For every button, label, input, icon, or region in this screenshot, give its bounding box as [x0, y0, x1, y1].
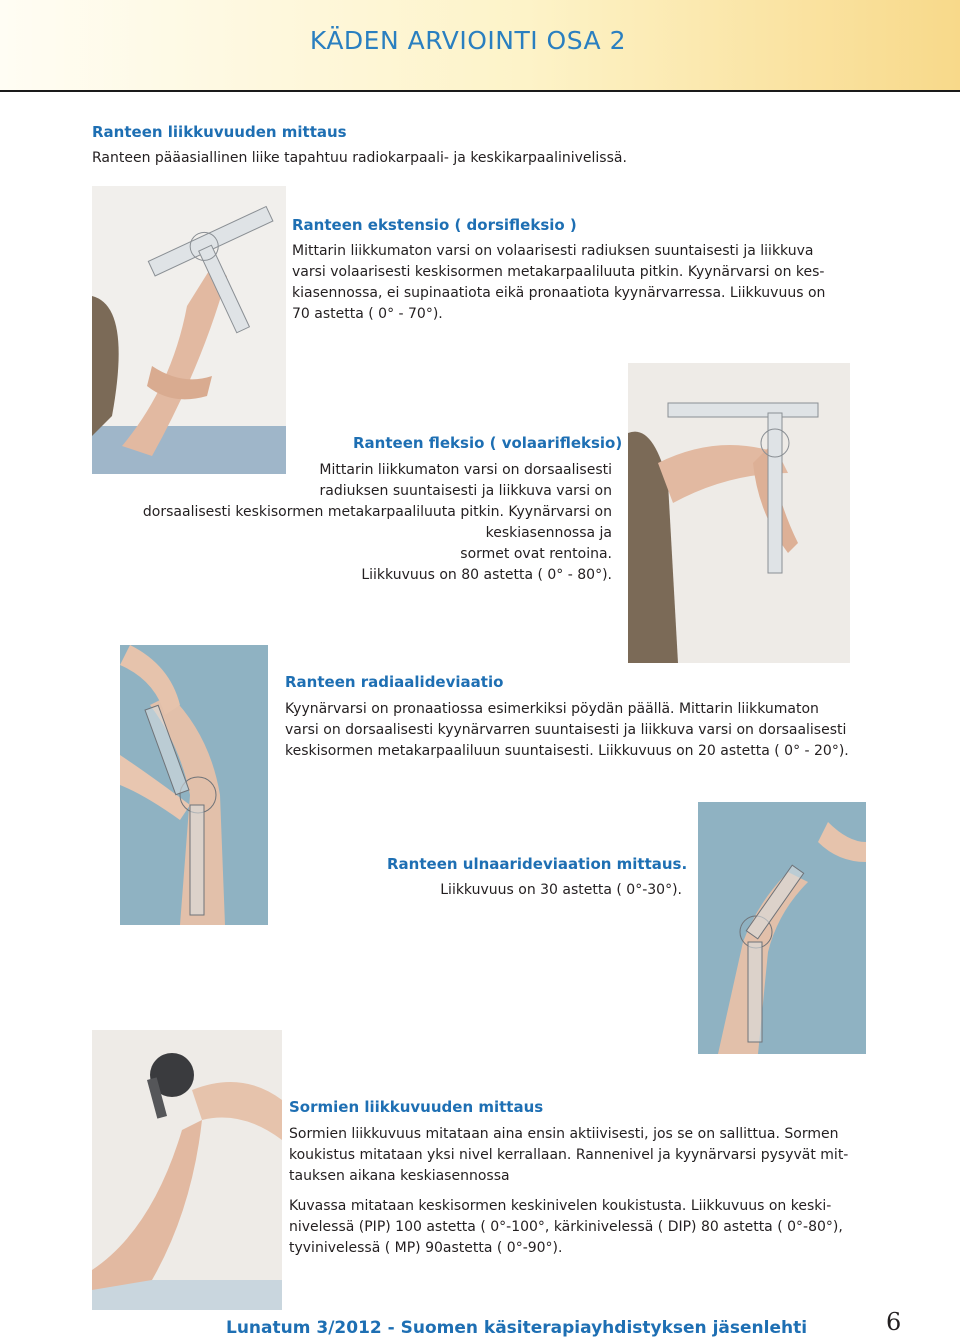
flexion-line: keskiasennossa ja — [485, 525, 612, 541]
radial-line: Kyynärvarsi on pronaatiossa esimerkiksi pöydän päällä. Mittarin liikkumaton — [285, 701, 819, 717]
flexion-line: sormet ovat rentoina. — [460, 546, 612, 562]
fingers-line: tauksen aikana keskiasennossa — [289, 1168, 510, 1184]
fingers-heading: Sormien liikkuvuuden mittaus — [289, 1098, 544, 1116]
page-title: KÄDEN ARVIOINTI OSA 2 — [309, 26, 626, 55]
fingers-paragraph-1 — [289, 1124, 848, 1187]
fingers-paragraph-2 — [289, 1196, 843, 1259]
footer-publication: Lunatum 3/2012 - Suomen käsiterapiayhdistyksen jäsenlehti — [226, 1318, 808, 1338]
radial-line: varsi on dorsaalisesti kyynärvarren suuntaisesti ja liikkuva varsi on dorsaalisesti — [285, 722, 847, 738]
photo-ulnar-deviation — [698, 802, 866, 1054]
photo-finger-flexion — [92, 1030, 282, 1310]
fingers-line: nivelessä (PIP) 100 astetta ( 0°-100°, kärkinivelessä ( DIP) 80 astetta ( 0°-80°), — [289, 1219, 843, 1235]
extension-line: 70 astetta ( 0° - 70°). — [292, 306, 443, 322]
fingers-line: tyvinivelessä ( MP) 90astetta ( 0°-90°). — [289, 1240, 563, 1256]
extension-line: Mittarin liikkumaton varsi on volaarisesti radiuksen suuntaisesti ja liikkuva — [292, 243, 814, 259]
extension-heading: Ranteen ekstensio ( dorsifleksio ) — [292, 216, 577, 234]
extension-line: varsi volaarisesti keskisormen metakarpaaliluuta pitkin. Kyynärvarsi on kes- — [292, 264, 825, 280]
flexion-heading: Ranteen fleksio ( volaarifleksio) — [353, 434, 623, 452]
fingers-line: Kuvassa mitataan keskisormen keskinivelen koukistusta. Liikkuvuus on keski- — [289, 1198, 832, 1214]
fingers-line: koukistus mitataan yksi nivel kerrallaan. Rannenivel ja kyynärvarsi pysyvät mit- — [289, 1147, 849, 1163]
photo-wrist-extension — [92, 186, 286, 474]
flexion-line: radiuksen suuntaisesti ja liikkuva varsi on — [319, 483, 612, 499]
radial-line: keskisormen metakarpaaliluun suuntaisesti. Liikkuvuus on 20 astetta ( 0° - 20°). — [285, 743, 849, 759]
photo-wrist-flexion — [628, 363, 850, 663]
extension-line: kiasennossa, ei supinaatiota eikä pronaatiota kyynärvarressa. Liikkuvuus on — [292, 285, 826, 301]
intro-heading: Ranteen liikkuvuuden mittaus — [92, 123, 347, 141]
ulnar-heading: Ranteen ulnaarideviaation mittaus. — [387, 855, 688, 873]
ulnar-text: Liikkuvuus on 30 astetta ( 0°-30°). — [440, 882, 682, 898]
intro-text: Ranteen pääasiallinen liike tapahtuu radiokarpaali- ja keskikarpaalinivelissä. — [92, 150, 627, 166]
flexion-line: Liikkuvuus on 80 astetta ( 0° - 80°). — [361, 567, 612, 583]
flexion-text — [143, 460, 612, 586]
page-number: 6 — [886, 1308, 902, 1336]
extension-text — [292, 241, 825, 325]
radial-text — [285, 699, 849, 762]
photo-radial-deviation — [120, 645, 268, 925]
flexion-line: Mittarin liikkumaton varsi on dorsaalisesti — [319, 462, 612, 478]
fingers-line: Sormien liikkuvuus mitataan aina ensin aktiivisesti, jos se on sallittua. Sormen — [289, 1126, 839, 1142]
flexion-line: dorsaalisesti keskisormen metakarpaaliluuta pitkin. Kyynärvarsi on — [142, 504, 612, 520]
radial-heading: Ranteen radiaalideviaatio — [285, 673, 504, 691]
